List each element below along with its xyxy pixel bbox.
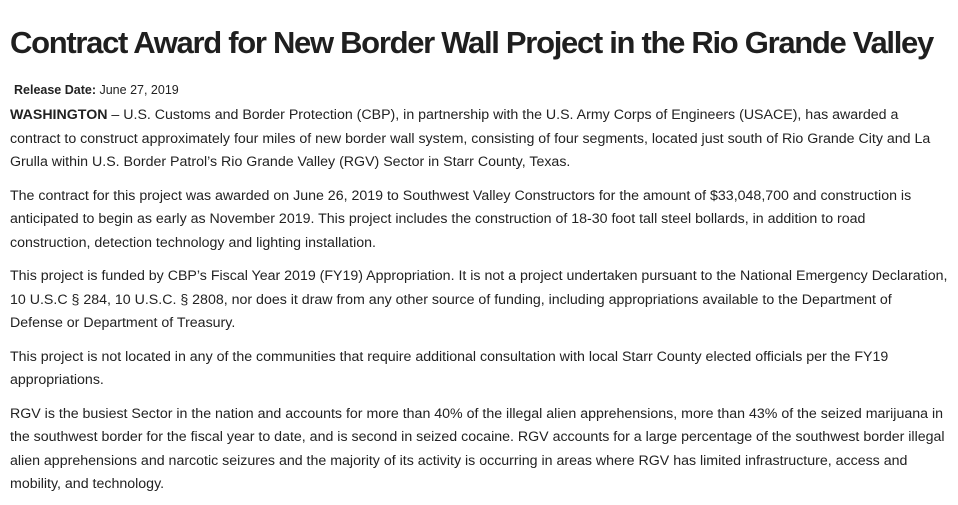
- paragraph-1-text: – U.S. Customs and Border Protection (CBP), in partnership with the U.S. Army Corps of Engineers (USACE), has awarded a contract to construct approximately four miles of new border wall system, consisting of four segments, located just south of Rio Grande City and La Grulla within U.S. Border Patrol’s Rio Grande Valley (RGV) Sector in Starr County, Texas.: [10, 107, 931, 170]
- article-paragraph-2: The contract for this project was awarded on June 26, 2019 to Southwest Valley Constructors for the amount of $33,048,700 and construction is anticipated to begin as early as November 2019. This project includes the construction of 18-30 foot tall steel bollards, in addition to road construction, detection technology and lighting installation.: [10, 187, 912, 251]
- article-paragraph-3: This project is funded by CBP’s Fiscal Year 2019 (FY19) Appropriation. It is not a project undertaken pursuant to the National Emergency Declaration, 10 U.S.C § 284, 10 U.S.C. § 2808, nor does it draw from any other source of funding, including appropriations available to the Department of Defense or Department of Treasury.: [10, 268, 948, 331]
- article-paragraph-4: This project is not located in any of the communities that require additional consultation with local Starr County elected officials per the FY19 appropriations.: [10, 348, 889, 388]
- release-date-line: [14, 82, 948, 98]
- article-paragraph-1: [10, 104, 948, 175]
- article-paragraph-5: RGV is the busiest Sector in the nation and accounts for more than 40% of the illegal alien apprehensions, more than 43% of the seized marijuana in the southwest border for the fiscal year to date, and is second in seized cocaine. RGV accounts for a large percentage of the southwest border illegal alien apprehensions and narcotic seizures and the majority of its activity is occurring in areas where RGV has limited infrastructure, access and mobility, and technology.: [10, 405, 945, 492]
- release-date-label: Release Date:: [14, 83, 96, 97]
- dateline: WASHINGTON: [10, 107, 108, 123]
- page-title: Contract Award for New Border Wall Project in the Rio Grande Valley: [10, 25, 933, 60]
- release-date-value: June 27, 2019: [99, 83, 179, 97]
